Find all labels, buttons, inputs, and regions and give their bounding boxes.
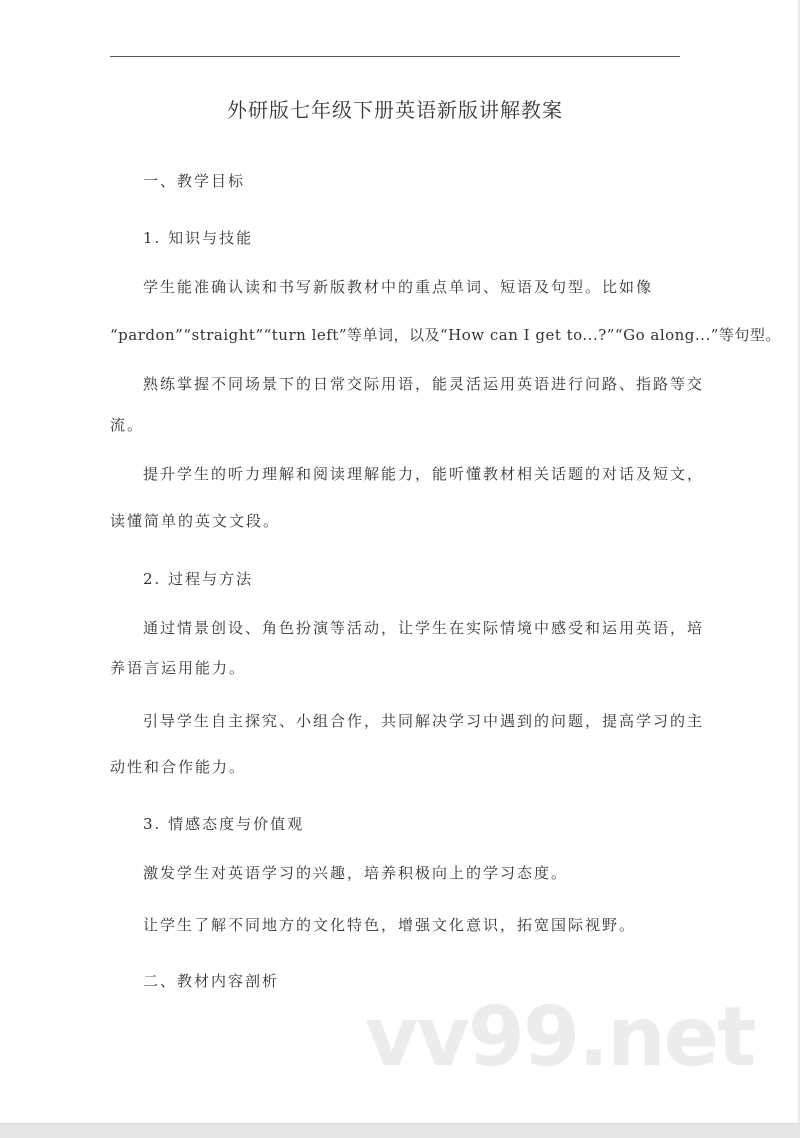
paragraph: 学生能准确认读和书写新版教材中的重点单词、短语及句型。比如像 bbox=[143, 278, 654, 296]
paragraph: 养语言运用能力。 bbox=[110, 659, 247, 677]
watermark: vv99.net bbox=[365, 990, 755, 1085]
paragraph: 让学生了解不同地方的文化特色，增强文化意识，拓宽国际视野。 bbox=[143, 916, 637, 934]
page-bottom-gap bbox=[0, 1123, 800, 1138]
document-title: 外研版七年级下册英语新版讲解教案 bbox=[227, 98, 563, 122]
paragraph: 通过情景创设、角色扮演等活动，让学生在实际情境中感受和运用英语，培 bbox=[143, 619, 705, 637]
paragraph: 提升学生的听力理解和阅读理解能力，能听懂教材相关话题的对话及短文， bbox=[143, 465, 705, 483]
section-heading: 二、教材内容剖析 bbox=[143, 972, 280, 990]
paragraph: “pardon”“straight”“turn left”等单词，以及“How can I get to...?”“Go along...”等句型。 bbox=[110, 326, 781, 344]
subsection-heading: 2. 过程与方法 bbox=[143, 570, 254, 588]
paragraph: 流。 bbox=[110, 416, 145, 434]
paragraph: 引导学生自主探究、小组合作，共同解决学习中遇到的问题，提高学习的主 bbox=[143, 712, 705, 730]
paragraph: 激发学生对英语学习的兴趣，培养积极向上的学习态度。 bbox=[143, 864, 569, 882]
paragraph: 读懂简单的英文文段。 bbox=[110, 512, 281, 530]
section-heading: 一、教学目标 bbox=[143, 172, 246, 190]
paragraph: 熟练掌握不同场景下的日常交际用语，能灵活运用英语进行问路、指路等交 bbox=[143, 375, 705, 393]
paragraph: 动性和合作能力。 bbox=[110, 758, 247, 776]
header-rule bbox=[110, 56, 680, 57]
subsection-heading: 1. 知识与技能 bbox=[143, 229, 254, 247]
subsection-heading: 3. 情感态度与价值观 bbox=[143, 815, 305, 833]
